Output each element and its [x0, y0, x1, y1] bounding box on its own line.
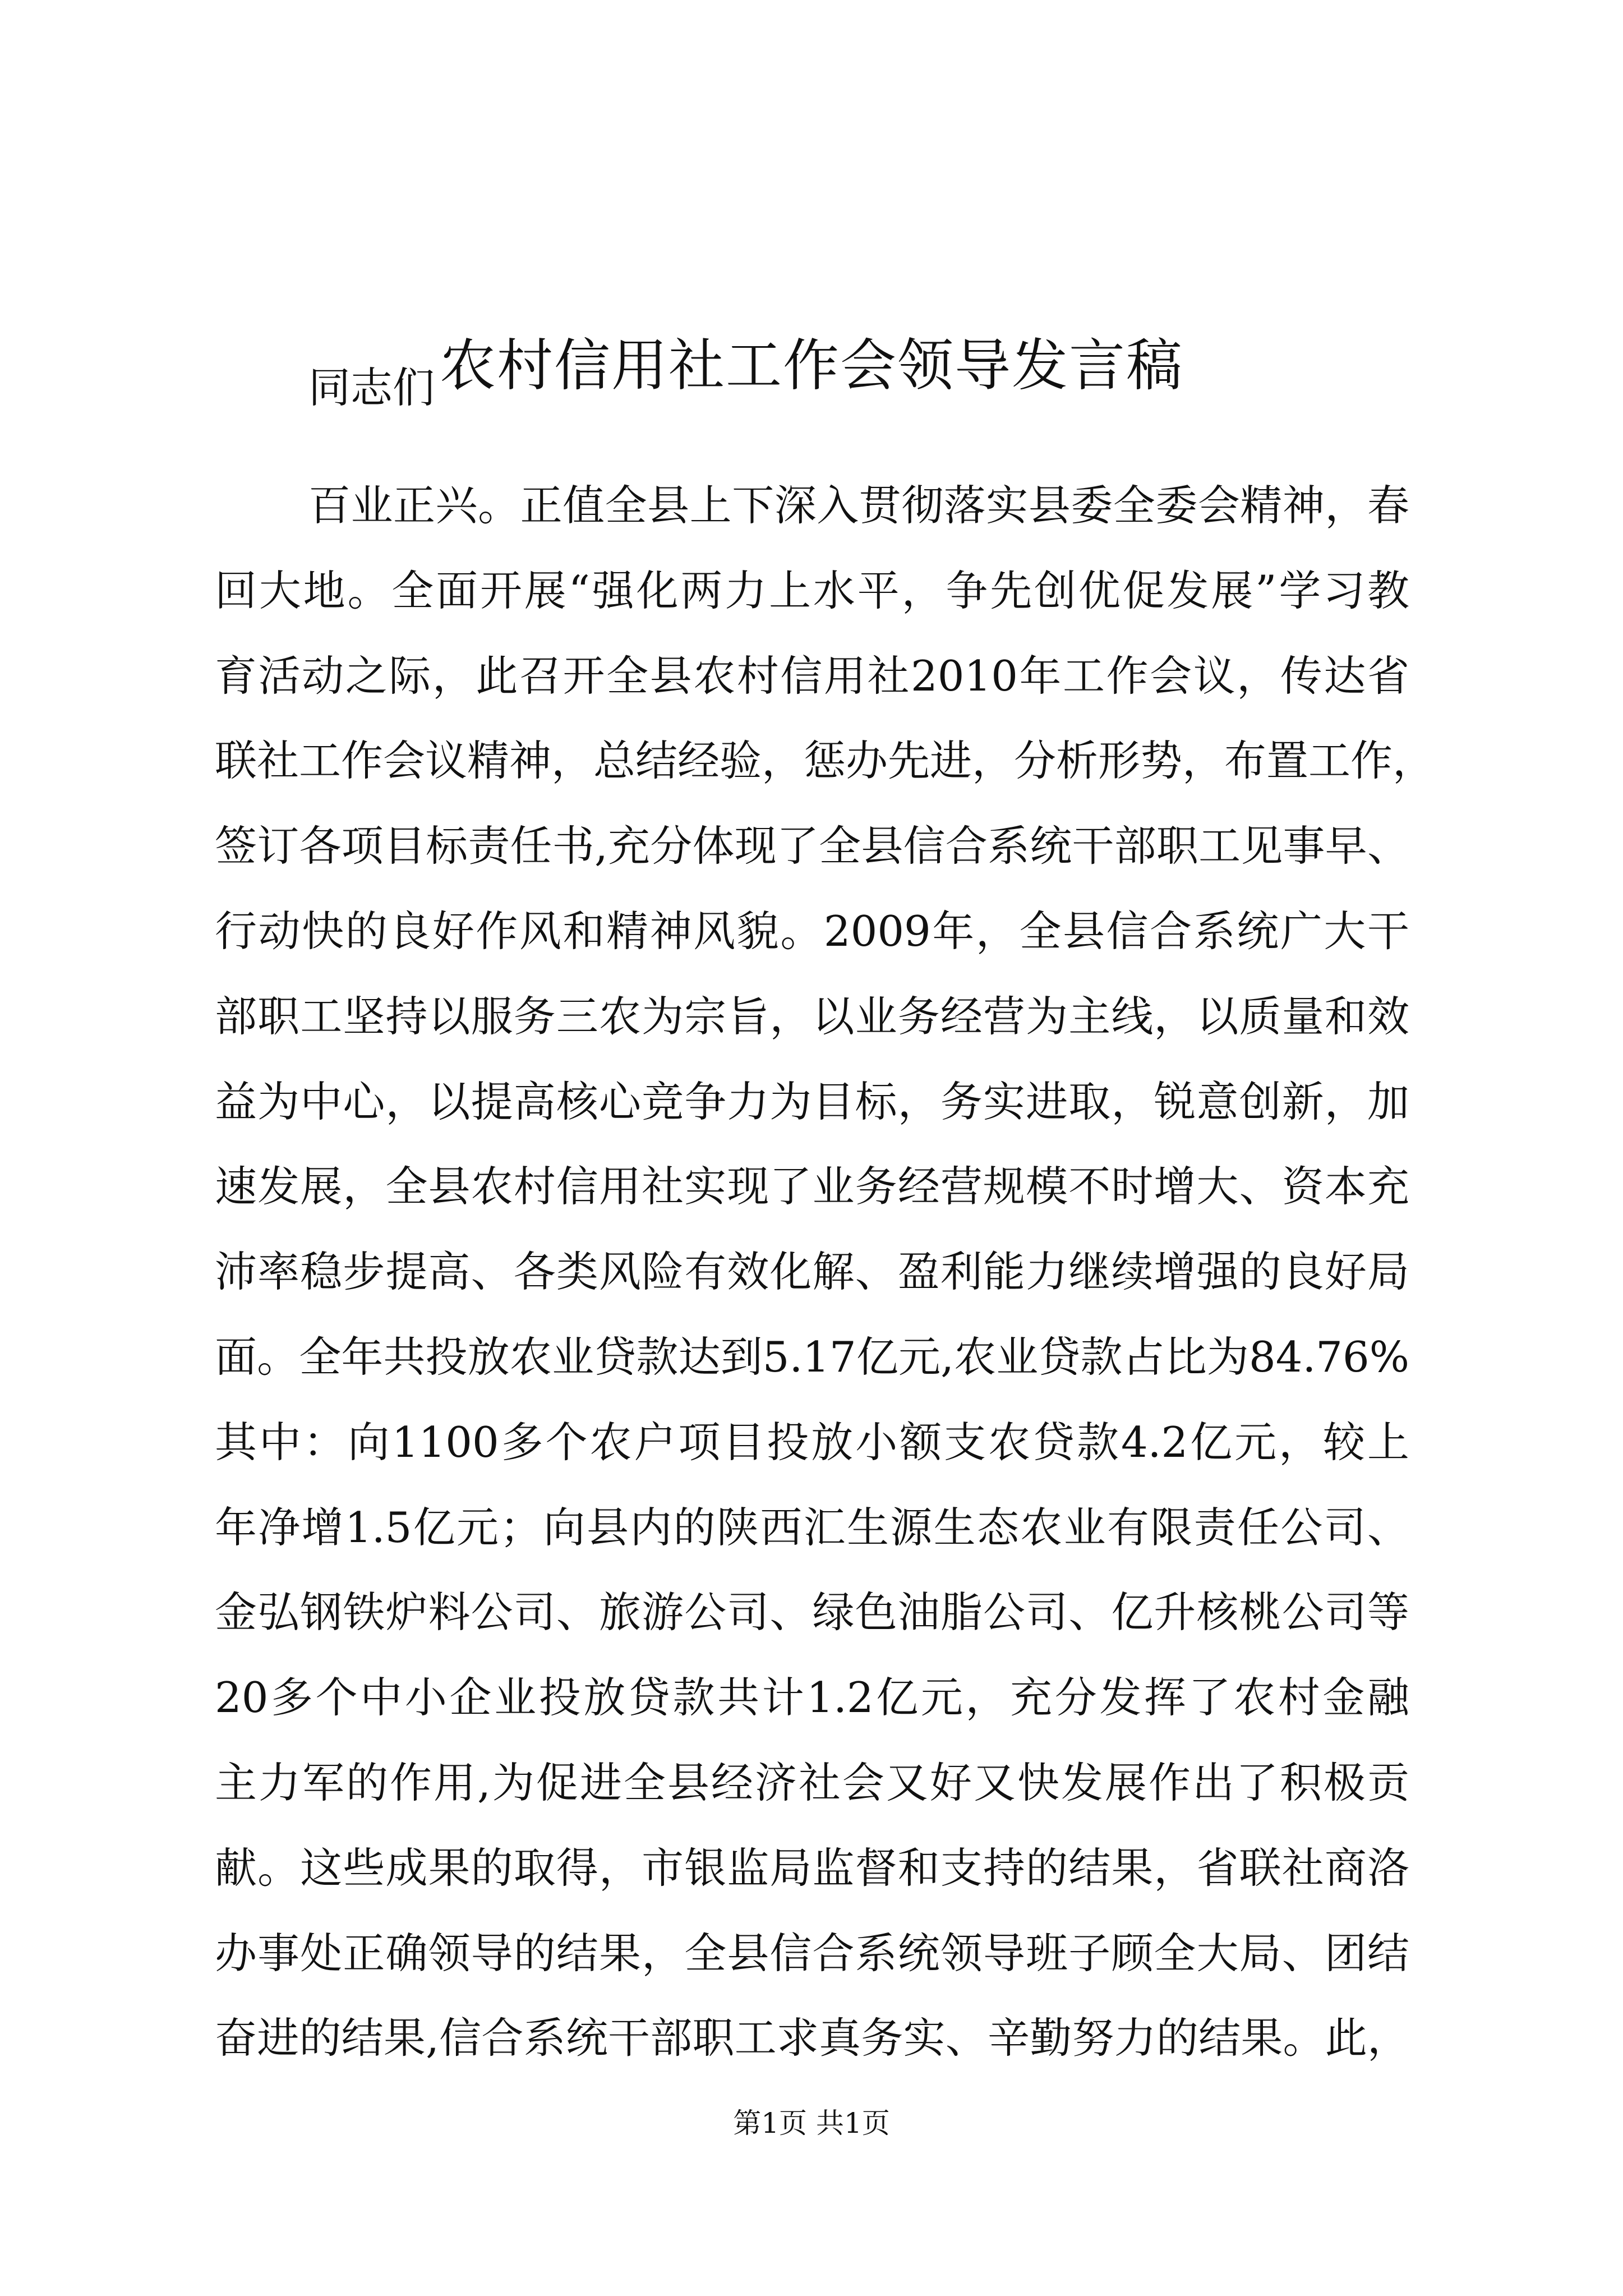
salutation: 同志们 — [308, 363, 435, 412]
text-line: 育活动之际，此召开全县农村信用社2010年工作会议，传达省 — [215, 651, 1409, 701]
text-line: 百业正兴。正值全县上下深入贯彻落实县委全委会精神，春 — [308, 481, 1409, 530]
text-line: 沛率稳步提高、各类风险有效化解、盈利能力继续增强的良好局 — [215, 1247, 1409, 1297]
text-line: 益为中心，以提高核心竞争力为目标，务实进取，锐意创新，加 — [215, 1076, 1409, 1126]
text-line: 速发展，全县农村信用社实现了业务经营规模不时增大、资本充 — [215, 1162, 1409, 1212]
text-line: 主力军的作用,为促进全县经济社会又好又快发展作出了积极贡 — [215, 1757, 1409, 1807]
page-footer: 第1页 共1页 — [733, 2107, 890, 2139]
text-line: 面。全年共投放农业贷款达到5.17亿元,农业贷款占比为84.76% — [215, 1332, 1409, 1382]
text-line: 部职工坚持以服务三农为宗旨，以业务经营为主线，以质量和效 — [215, 991, 1409, 1041]
text-line: 其中：向1100多个农户项目投放小额支农贷款4.2亿元，较上 — [215, 1417, 1409, 1467]
text-line: 签订各项目标责任书,充分体现了全县信合系统干部职工见事早、 — [215, 821, 1409, 871]
document-title: 农村信用社工作会领导发言稿 — [440, 333, 1183, 398]
text-line: 献。这些成果的取得，市银监局监督和支持的结果，省联社商洛 — [215, 1843, 1409, 1893]
text-line: 年净增1.5亿元；向县内的陕西汇生源生态农业有限责任公司、 — [215, 1502, 1409, 1552]
text-line: 20多个中小企业投放贷款共计1.2亿元，充分发挥了农村金融 — [215, 1673, 1409, 1723]
text-line: 奋进的结果,信合系统干部职工求真务实、辛勤努力的结果。此， — [215, 2013, 1409, 2063]
text-line: 回大地。全面开展“强化两力上水平，争先创优促发展”学习教 — [215, 565, 1409, 615]
text-line: 办事处正确领导的结果，全县信合系统领导班子顾全大局、团结 — [215, 1928, 1409, 1978]
text-line: 行动快的良好作风和精神风貌。2009年，全县信合系统广大干 — [215, 906, 1409, 956]
body-paragraph — [215, 463, 1435, 2081]
text-line: 金弘钢铁炉料公司、旅游公司、绿色油脂公司、亿升核桃公司等 — [215, 1588, 1409, 1637]
text-line: 联社工作会议精神，总结经验，惩办先进，分析形势，布置工作， — [215, 736, 1435, 786]
